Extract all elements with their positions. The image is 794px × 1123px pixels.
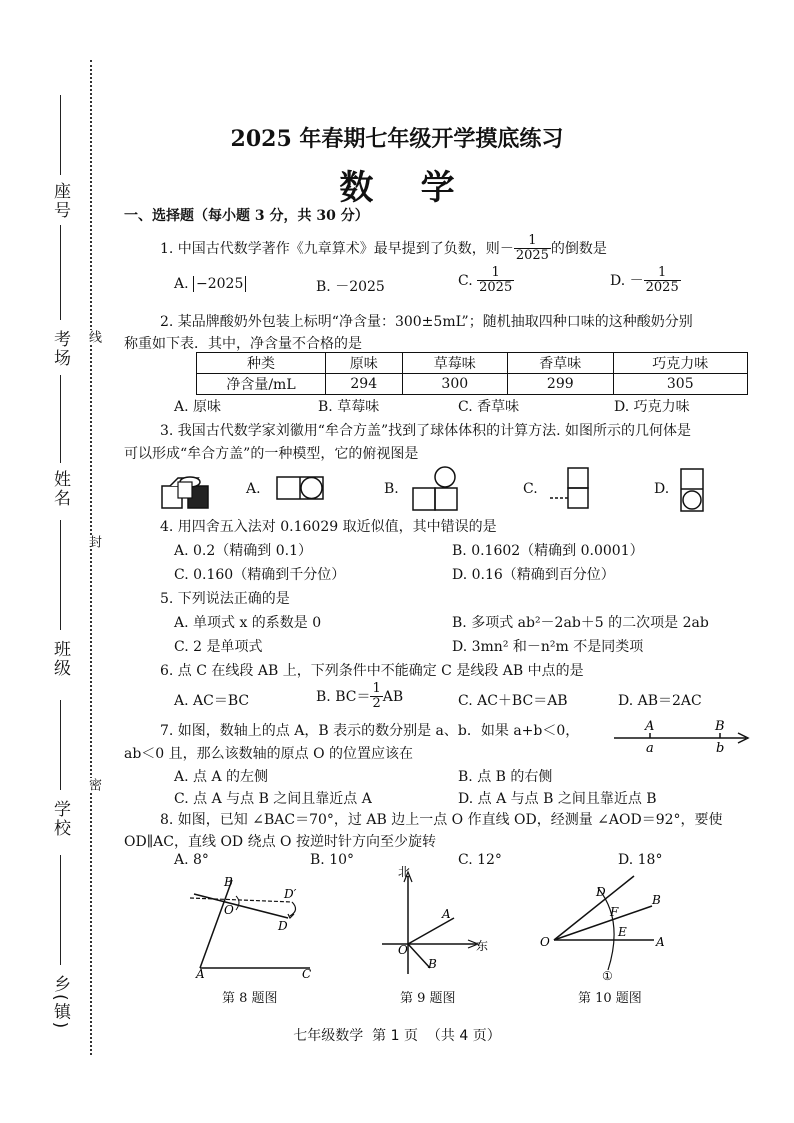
fig10-label-circle-1: ① xyxy=(602,969,613,982)
table-cell: 294 xyxy=(326,374,403,395)
fig10-label-E: E xyxy=(618,925,627,939)
q3-option-a: A. xyxy=(246,481,261,497)
q1-c-den: 2025 xyxy=(479,280,513,296)
q7-option-d: D. 点 A 与点 B 之间且靠近点 B xyxy=(458,791,657,807)
q2-table xyxy=(196,352,748,395)
q7-option-b: B. 点 B 的右侧 xyxy=(458,769,553,785)
figure-9-caption: 第 9 题图 xyxy=(400,991,456,1006)
table-cell: 种类 xyxy=(197,353,326,374)
q3-option-c: C. xyxy=(523,481,538,497)
q6-stem: 6. 点 C 在线段 AB 上，下列条件中不能确定 C 是线段 AB 中点的是 xyxy=(160,663,584,679)
q1-d-num: 1 xyxy=(644,266,681,281)
name-label: 姓名 xyxy=(50,470,70,508)
q1-c-letter: C. xyxy=(458,272,473,289)
section-heading: 一、选择题（每小题 3 分，共 30 分） xyxy=(124,208,369,224)
exam-room-blank xyxy=(60,225,61,320)
q1-stem xyxy=(160,234,607,264)
q3-solid-figure xyxy=(160,470,212,512)
q7-point-B: B xyxy=(715,719,725,734)
q6-b-num: 1 xyxy=(372,681,381,696)
q1-c-fraction xyxy=(477,266,514,296)
subject-title: 数 学 xyxy=(339,168,455,208)
fig10-label-F: F xyxy=(610,905,619,919)
q1-neg: － xyxy=(499,240,514,257)
q3-option-d: D. xyxy=(654,481,670,497)
q6-option-a: A. AC＝BC xyxy=(174,693,250,709)
q7-number-line xyxy=(612,716,752,756)
q3-option-a-figure xyxy=(276,476,324,500)
q5-option-b: B. 多项式 ab²－2ab＋5 的二次项是 2ab xyxy=(452,615,709,631)
q7-value-a: a xyxy=(646,741,654,756)
q7-line1: 7. 如图，数轴上的点 A，B 表示的数分别是 a、b．如果 a+b＜0， xyxy=(160,723,580,739)
seat-number-label: 座号 xyxy=(50,182,70,220)
table-cell: 300 xyxy=(402,374,508,395)
q5-stem: 5. 下列说法正确的是 xyxy=(160,591,290,607)
q1-d-fraction xyxy=(644,266,681,296)
table-cell: 香草味 xyxy=(508,353,614,374)
exam-room-label: 考场 xyxy=(50,330,70,368)
q8-line2: OD∥AC，直线 OD 绕点 O 按逆时针方向至少旋转 xyxy=(124,834,436,850)
q4-option-b: B. 0.1602（精确到 0.0001） xyxy=(452,543,644,559)
table-cell: 305 xyxy=(613,374,747,395)
table-cell: 巧克力味 xyxy=(613,353,747,374)
table-row xyxy=(197,353,748,374)
q6-b-fraction xyxy=(370,682,382,712)
table-cell: 净含量/mL xyxy=(197,374,326,395)
q3-option-b-figure xyxy=(412,466,458,512)
q1-stem-a: 1. 中国古代数学著作《九章算术》最早提到了负数，则 xyxy=(160,240,500,257)
q2-option-c: C. 香草味 xyxy=(458,399,520,415)
q1-a-abs: −2025 xyxy=(193,276,246,292)
fig8-label-A: A xyxy=(196,967,205,980)
q1-d-letter: D. － xyxy=(610,272,644,289)
table-cell: 299 xyxy=(508,374,614,395)
q2-option-d: D. 巧克力味 xyxy=(614,399,690,415)
q6-option-b xyxy=(316,682,403,712)
fig9-label-A: A xyxy=(442,907,451,921)
fig10-label-A: A xyxy=(656,935,665,949)
q5-option-c: C. 2 是单项式 xyxy=(174,639,263,655)
township-blank xyxy=(60,855,61,965)
figure-10 xyxy=(538,870,672,982)
q3-line1: 3. 我国古代数学家刘徽用“牟合方盖”找到了球体体积的计算方法. 如图所示的几何体是 xyxy=(160,423,692,439)
cut-mark-seal: 封 xyxy=(86,535,101,548)
fig8-label-O: O xyxy=(224,903,234,917)
q6-b-post: AB xyxy=(382,688,404,705)
fig9-label-B: B xyxy=(428,957,437,971)
fig8-label-C: C xyxy=(302,967,312,980)
q8-line1: 8. 如图，已知 ∠BAC＝70°，过 AB 边上一点 O 作直线 OD，经测量 ∠AOD＝92°，要使 xyxy=(160,812,723,828)
figure-8 xyxy=(180,870,330,980)
q1-fraction xyxy=(514,234,551,264)
q6-b-pre: B. BC＝ xyxy=(316,688,371,705)
q3-option-b: B. xyxy=(384,481,399,497)
figure-9 xyxy=(380,864,492,980)
name-blank xyxy=(60,375,61,463)
q7-line2: ab＜0 且，那么该数轴的原点 O 的位置应该在 xyxy=(124,746,414,762)
fig8-label-B: B xyxy=(224,875,233,889)
township-label: 乡(镇) xyxy=(50,975,70,1031)
q1-c-num: 1 xyxy=(477,266,514,281)
q8-option-c: C. 12° xyxy=(458,852,502,868)
q3-option-d-figure xyxy=(680,468,704,512)
q6-option-c: C. AC＋BC＝AB xyxy=(458,693,568,709)
fig8-label-D: D xyxy=(278,919,288,933)
school-label: 学校 xyxy=(50,800,70,838)
q4-option-d: D. 0.16（精确到百分位） xyxy=(452,567,615,583)
q7-value-b: b xyxy=(716,741,725,756)
exam-title: 2025 年春期七年级开学摸底练习 xyxy=(230,126,564,152)
q1-option-c xyxy=(458,266,514,296)
q3-line2: 可以形成“牟合方盖”的一种模型，它的俯视图是 xyxy=(124,446,419,462)
q6-option-d: D. AB＝2AC xyxy=(618,693,702,709)
q5-option-a: A. 单项式 x 的系数是 0 xyxy=(174,615,322,631)
q2-option-b: B. 草莓味 xyxy=(318,399,380,415)
q6-b-den: 2 xyxy=(372,696,381,712)
q4-option-a: A. 0.2（精确到 0.1） xyxy=(174,543,312,559)
q5-option-d: D. 3mn² 和－n²m 不是同类项 xyxy=(452,639,644,655)
fig9-label-north: 北 xyxy=(398,865,411,879)
table-row xyxy=(197,374,748,395)
cut-mark-secret: 密 xyxy=(86,778,101,791)
q1-d-den: 2025 xyxy=(645,280,679,296)
class-blank xyxy=(60,520,61,630)
fig10-label-B: B xyxy=(652,893,661,907)
q8-option-a: A. 8° xyxy=(174,852,209,868)
figure-10-caption: 第 10 题图 xyxy=(578,991,642,1006)
q1-option-b: B. －2025 xyxy=(316,279,385,295)
class-label: 班级 xyxy=(50,640,70,678)
fig9-label-O: O xyxy=(398,943,408,957)
table-cell: 原味 xyxy=(326,353,403,374)
fig9-label-east: 东 xyxy=(476,939,489,953)
q2-line1: 2. 某品牌酸奶外包装上标明“净含量：300±5mL”；随机抽取四种口味的这种酸奶分别 xyxy=(160,314,693,330)
q1-a-letter: A. xyxy=(174,276,189,292)
fig10-label-D: D xyxy=(596,885,606,899)
q4-stem: 4. 用四舍五入法对 0.16029 取近似值，其中错误的是 xyxy=(160,519,497,535)
cut-mark-line: 线 xyxy=(86,330,101,343)
q2-line2: 称重如下表．其中，净含量不合格的是 xyxy=(124,336,362,352)
q1-frac-num: 1 xyxy=(514,234,551,249)
table-cell: 草莓味 xyxy=(402,353,508,374)
q8-option-d: D. 18° xyxy=(618,852,663,868)
figure-8-caption: 第 8 题图 xyxy=(222,991,278,1006)
page-footer: 七年级数学 第 1 页 （共 4 页） xyxy=(293,1028,501,1044)
q7-option-c: C. 点 A 与点 B 之间且靠近点 A xyxy=(174,791,372,807)
q7-option-a: A. 点 A 的左侧 xyxy=(174,769,269,785)
school-blank xyxy=(60,700,61,790)
q8-option-b: B. 10° xyxy=(310,852,355,868)
q7-point-A: A xyxy=(645,719,655,734)
fig8-label-Dprime: D′ xyxy=(284,887,297,901)
fig10-label-O: O xyxy=(540,935,550,949)
q4-option-c: C. 0.160（精确到千分位） xyxy=(174,567,346,583)
q3-option-c-figure xyxy=(548,466,590,512)
q1-option-a xyxy=(174,276,246,292)
q1-frac-den: 2025 xyxy=(515,248,549,264)
q1-stem-b: 的倒数是 xyxy=(550,240,607,257)
q2-option-a: A. 原味 xyxy=(174,399,222,415)
q1-option-d xyxy=(610,266,681,296)
binding-dotted-line xyxy=(90,60,92,1055)
